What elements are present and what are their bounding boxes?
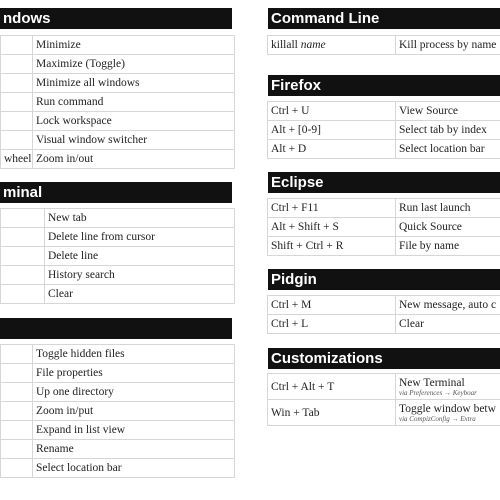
command-arg: name (300, 39, 326, 51)
table-row: Minimize (1, 36, 235, 55)
table-row: Lock workspace (1, 112, 235, 131)
table-row: Select location bar (1, 459, 235, 478)
nautilus-section-header (0, 318, 232, 339)
windows-shortcuts-table (0, 35, 235, 169)
shortcut-note: via Preferences → Keyboar (399, 388, 477, 397)
windows-section-header: ndows (0, 8, 232, 29)
command-line-section-header: Command Line (268, 8, 500, 29)
table-row: Ctrl + Alt + T New Terminal via Preferences → Keyboar (268, 374, 500, 400)
table-row: Rename (1, 440, 235, 459)
table-row: Clear (1, 285, 235, 304)
table-row: Ctrl + L Clear (268, 315, 500, 334)
table-row: Minimize all windows (1, 74, 235, 93)
table-row: Maximize (Toggle) (1, 55, 235, 74)
eclipse-section-header: Eclipse (268, 172, 500, 193)
table-row: Alt + D Select location bar (268, 140, 500, 159)
table-row: Zoom in/put (1, 402, 235, 421)
firefox-shortcuts-table (267, 101, 500, 159)
shortcut-description: Toggle window betw (399, 402, 496, 415)
terminal-shortcuts-table (0, 208, 235, 304)
table-row: killall name Kill process by name (268, 36, 500, 55)
table-row: Up one directory (1, 383, 235, 402)
table-row: Visual window switcher (1, 131, 235, 150)
customizations-section-header: Customizations (268, 348, 500, 369)
table-row: Delete line (1, 247, 235, 266)
table-row: wheel Zoom in/out (1, 150, 235, 169)
pidgin-section-header: Pidgin (268, 269, 500, 290)
table-row: Alt + Shift + S Quick Source (268, 218, 500, 237)
table-row: Win + Tab Toggle window betw via CompizConfig → Extra (268, 400, 500, 426)
table-row: Ctrl + U View Source (268, 102, 500, 121)
table-row: Toggle hidden files (1, 345, 235, 364)
command-line-shortcuts-table (267, 35, 500, 55)
table-row: Expand in list view (1, 421, 235, 440)
shortcut-description: New Terminal (399, 376, 465, 389)
shortcut-note: via CompizConfig → Extra (399, 414, 476, 423)
customizations-shortcuts-table (267, 373, 500, 426)
eclipse-shortcuts-table (267, 198, 500, 256)
table-row: Ctrl + M New message, auto c (268, 296, 500, 315)
terminal-section-header: minal (0, 182, 232, 203)
table-row: Ctrl + F11 Run last launch (268, 199, 500, 218)
table-row: Delete line from cursor (1, 228, 235, 247)
table-row: Alt + [0-9] Select tab by index (268, 121, 500, 140)
table-row: History search (1, 266, 235, 285)
command-text: killall (271, 39, 298, 51)
firefox-section-header: Firefox (268, 75, 500, 96)
table-row: Run command (1, 93, 235, 112)
table-row: New tab (1, 209, 235, 228)
pidgin-shortcuts-table (267, 295, 500, 334)
table-row: Shift + Ctrl + R File by name (268, 237, 500, 256)
nautilus-shortcuts-table (0, 344, 235, 478)
table-row: File properties (1, 364, 235, 383)
